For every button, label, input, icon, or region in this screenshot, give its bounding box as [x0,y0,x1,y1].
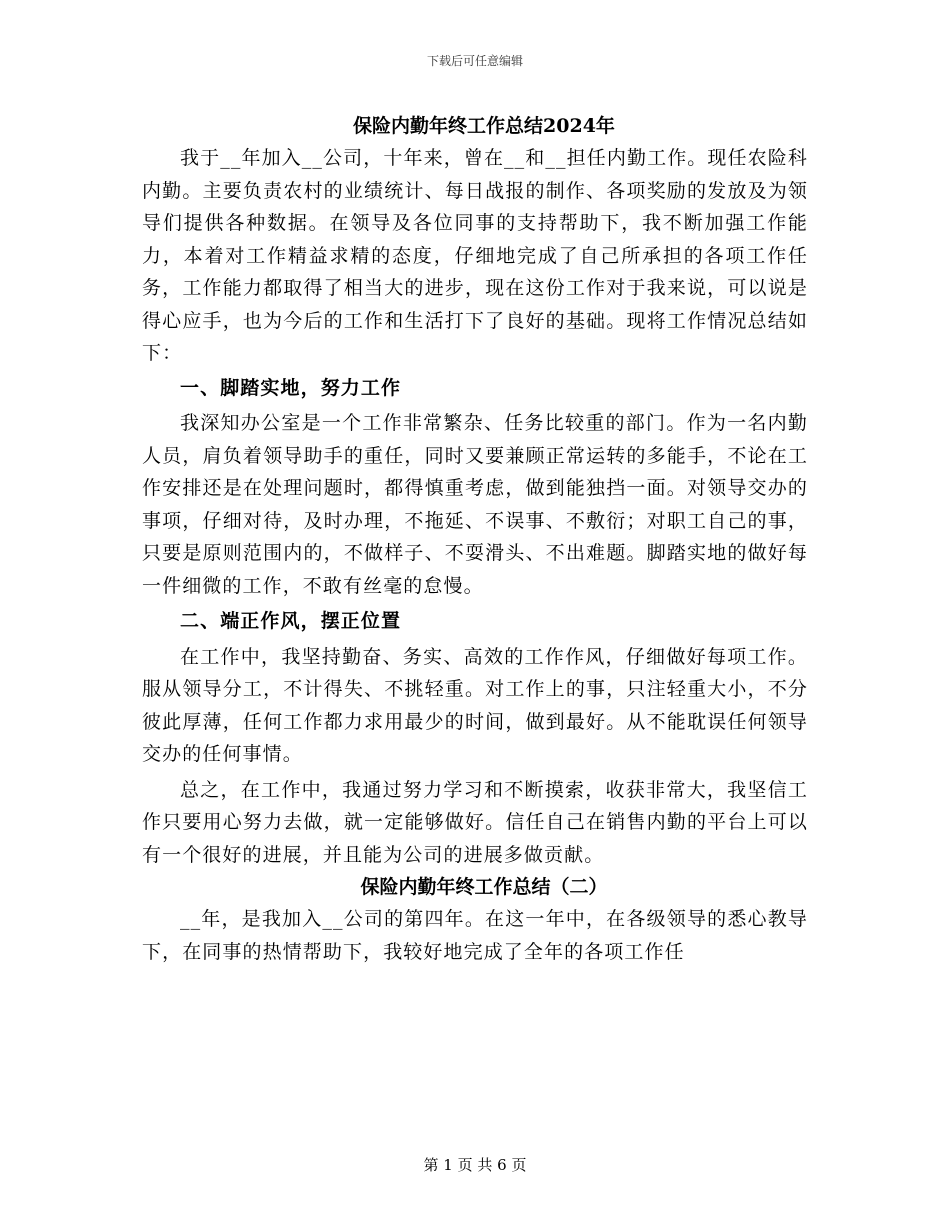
section-heading-2: 二、端正作风，摆正位置 [180,610,402,632]
section-2-paragraph: 在工作中，我坚持勤奋、务实、高效的工作作风，仔细做好每项工作。服从领导分工，不计得失、不挑轻重。对工作上的事，只注轻重大小，不分彼此厚薄，任何工作都力求用最少的时间，做到最好。从不能耽误任何领导交办的任何事情。 [142,645,808,765]
document-subtitle: 保险内勤年终工作总结（二） [360,876,608,898]
section-heading-1: 一、脚踏实地，努力工作 [180,376,402,399]
document-body [142,110,808,968]
document-title: 保险内勤年终工作总结2024年 [353,115,615,137]
summary-paragraph: 总之，在工作中，我通过努力学习和不断摸索，收获非常大，我坚信工作只要用心努力去做，就一定能够做好。信任自己在销售内勤的平台上可以有一个很好的进展，并且能为公司的进展多做贡献。 [142,778,808,866]
section-1-paragraph: 我深知办公室是一个工作非常繁杂、任务比较重的部门。作为一名内勤人员，肩负着领导助手的重任，同时又要兼顾正常运转的多能手，不论在工作安排还是在处理问题时，都得慎重考虑，做到能独挡一面。对领导交办的事项，仔细对待，及时办理，不拖延、不误事、不敷衍；对职工自己的事，只要是原则范围内的，不做样子、不耍滑头、不出难题。脚踏实地的做好每一件细微的工作，不敢有丝毫的怠慢。 [142,412,808,597]
intro-paragraph: 我于__年加入__公司，十年来，曾在__和__担任内勤工作。现任农险科内勤。主要负责农村的业绩统计、每日战报的制作、各项奖励的发放及为领导们提供各种数据。在领导及各位同事的支持帮助下，我不断加强工作能力，本着对工作精益求精的态度，仔细地完成了自己所承担的各项工作任务，工作能力都取得了相当大的进步，现在这份工作对于我来说，可以说是得心应手，也为今后的工作和生活打下了良好的基础。现将工作情况总结如下： [142,147,808,364]
page-footer: 第 1 页 共 6 页 [423,1156,527,1174]
page-header-note: 下载后可任意编辑 [426,54,523,68]
second-summary-paragraph: __年，是我加入__公司的第四年。在这一年中，在各级领导的悉心教导下，在同事的热情帮助下，我较好地完成了全年的各项工作任 [142,908,808,963]
